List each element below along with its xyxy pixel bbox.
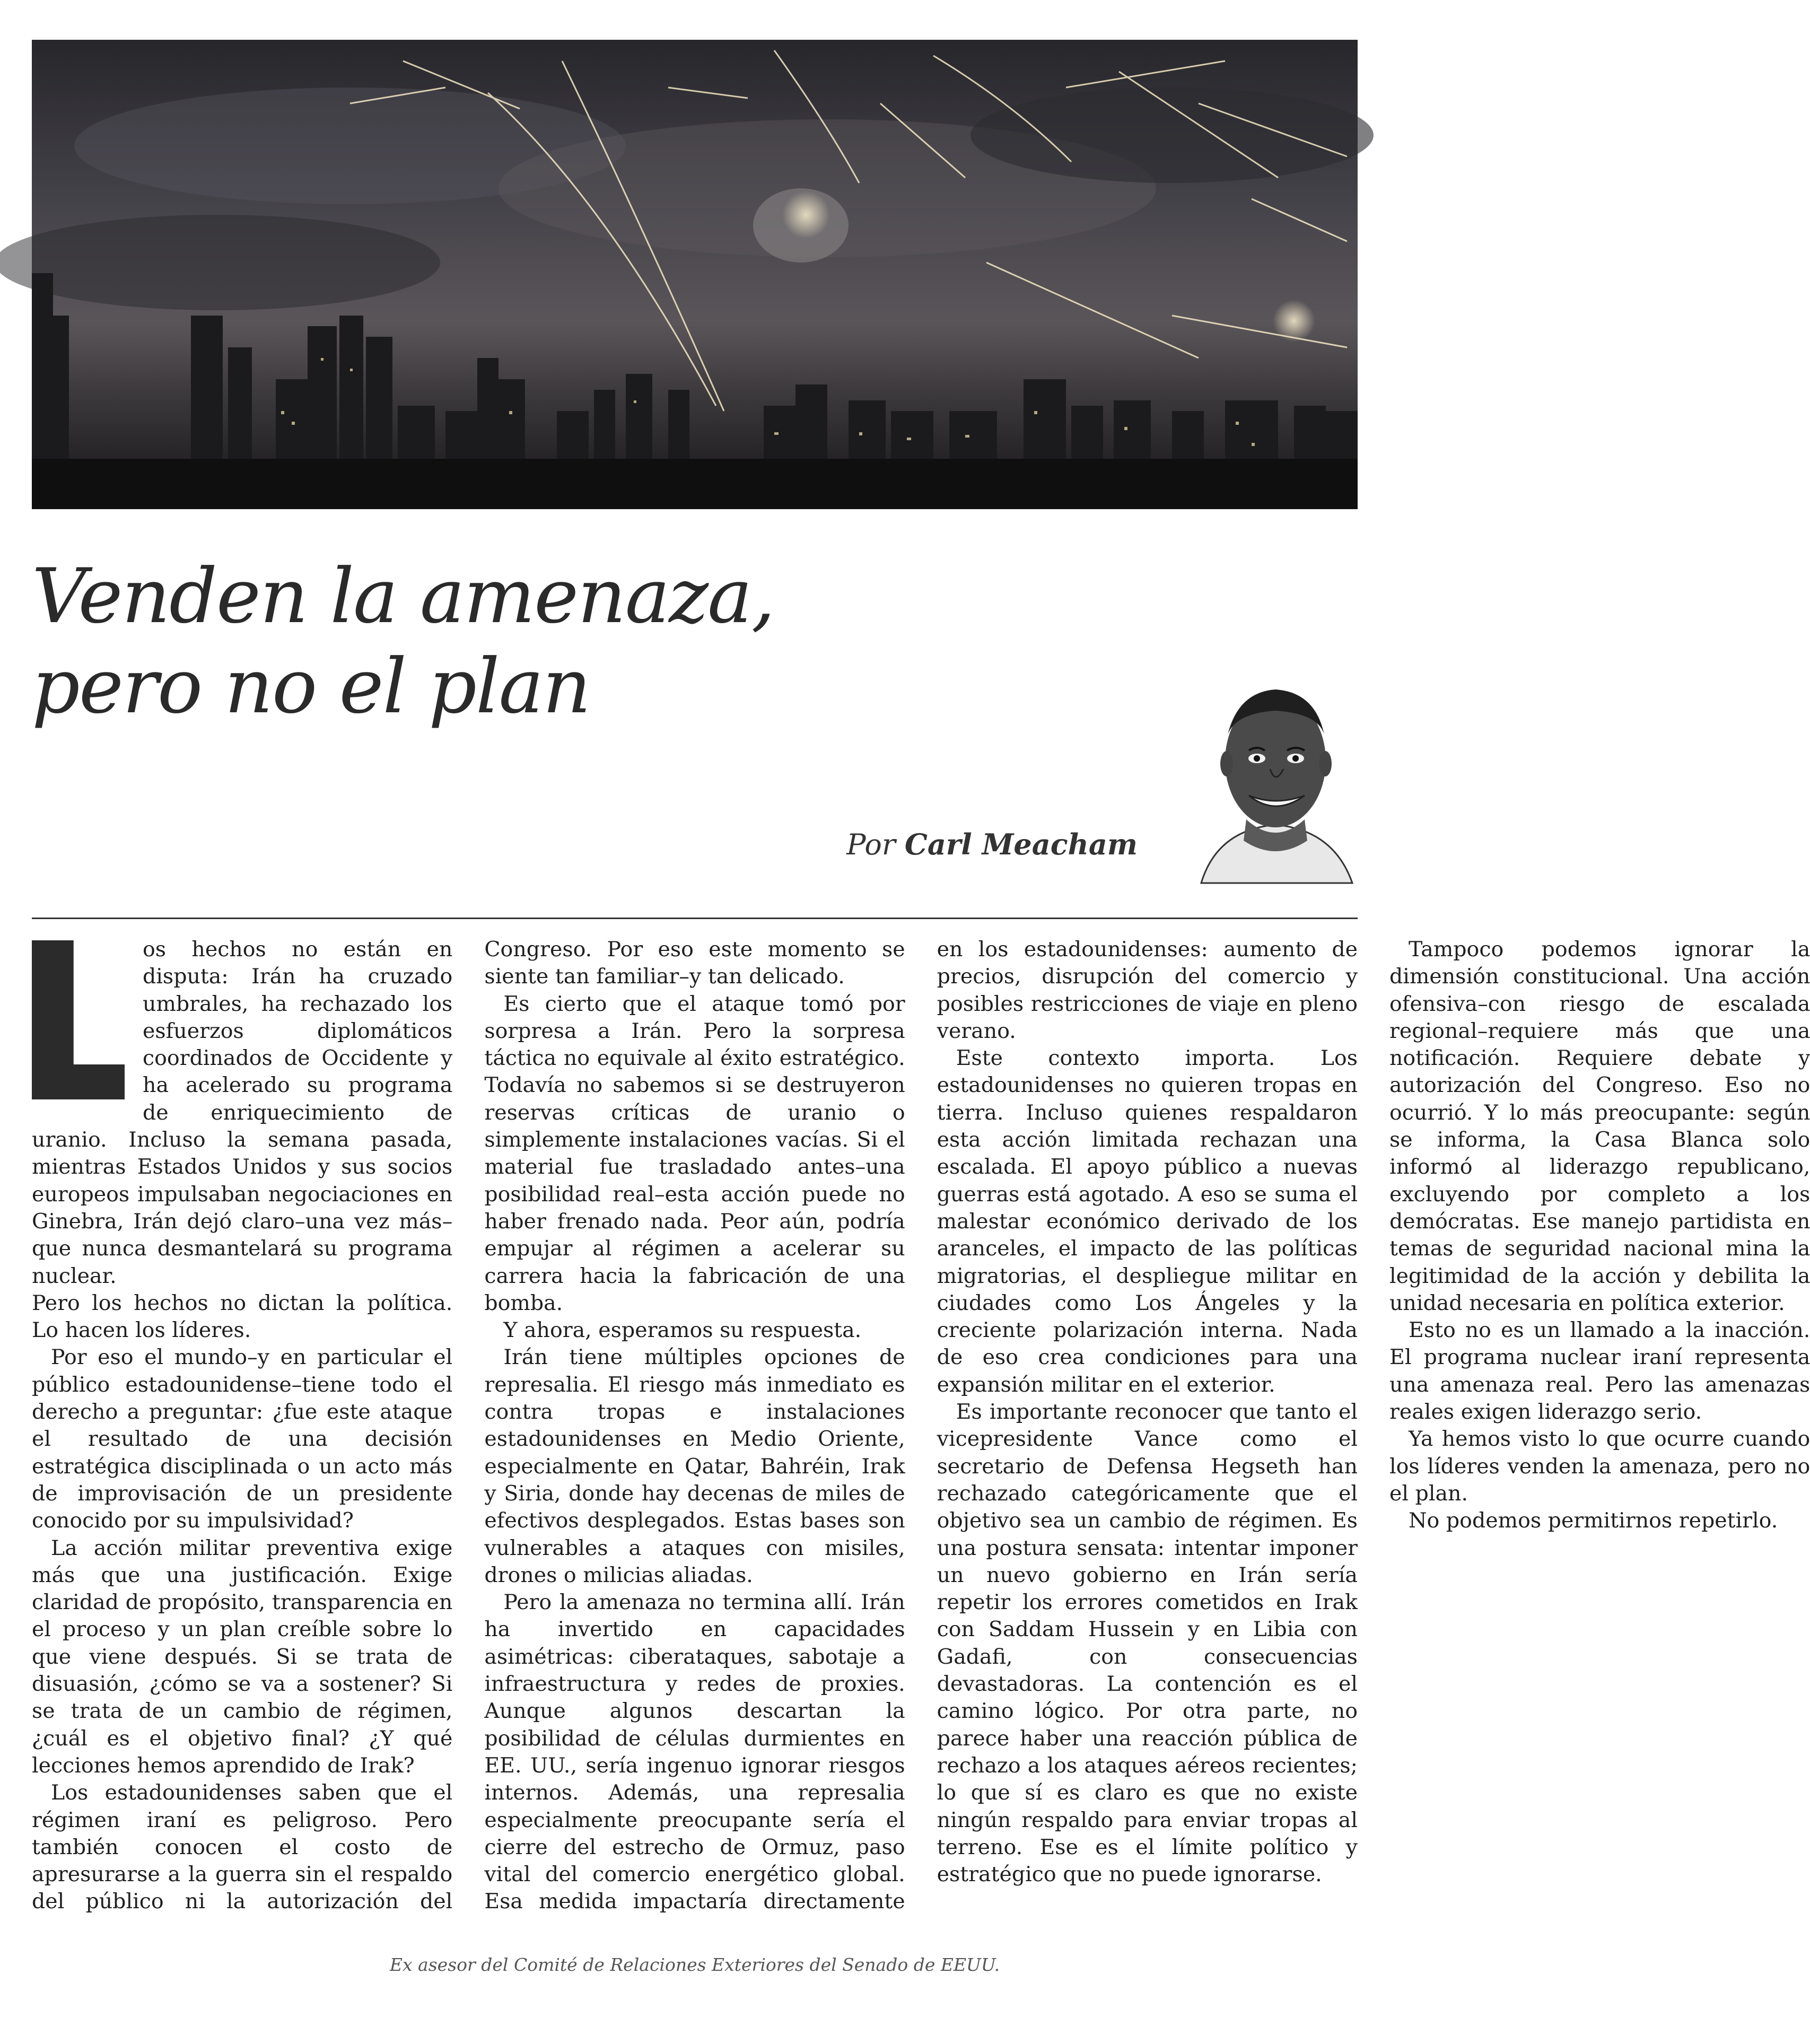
headline	[32, 552, 1039, 732]
author-footnote: Ex asesor del Comité de Relaciones Exteriores del Senado de EEUU.	[389, 1954, 1000, 1975]
author-portrait	[1196, 671, 1355, 883]
article-paragraph: Es importante reconocer que tanto el vicepresidente Vance como el secretario de Defensa Hegseth han rechazado categóricamente que el objetivo sea un cambio de régimen. Es una postura sensata: intentar imponer un nuevo gobierno en Irán sería repetir los errores cometidos en Irak con Saddam Hussein y en Libia con Gadafi, con consecuencias devastadoras. La contención es el camino lógico. Por otra parte, no parece haber una reacción pública de rechazo a los ataques aéreos recientes; lo que sí es claro es que no existe ningún respaldo para enviar tropas al terreno. Ese es el límite político y estratégico que no puede ignorarse.	[937, 1400, 1358, 1887]
byline-prefix: Por	[846, 828, 896, 861]
article-paragraph: Pero los hechos no dictan la política. Lo hacen los líderes.	[32, 1290, 453, 1343]
header-divider	[32, 918, 1358, 919]
article-paragraph: Ya hemos visto lo que ocurre cuando los líderes venden la amenaza, pero no el plan.	[1389, 1427, 1810, 1506]
paragraph-text: os hechos no están en disputa: Irán ha cruzado umbrales, ha rechazado los esfuerzos diplomáticos coordinados de Occidente y ha acelerado su programa de enriquecimiento de uranio. Incluso la semana pasada, mientras Estados Unidos y sus socios europeos impulsaban negociaciones en Ginebra, Irán dejó claro–una vez más–que nunca desmantelará su programa nuclear.	[32, 937, 453, 1288]
article-paragraph: Esto no es un llamado a la inacción. El programa nuclear iraní representa una amenaza real. Pero las amenazas reales exigen liderazgo serio.	[1389, 1318, 1810, 1425]
article-paragraph: Es cierto que el ataque tomó por sorpresa a Irán. Pero la sorpresa táctica no equivale al éxito estratégico. Todavía no sabemos si se destruyeron reservas críticas de uranio o simplemente instalaciones vacías. Si el material fue trasladado antes–una posibilidad real–esta acción puede no haber frenado nada. Peor aún, podría empujar al régimen a acelerar su carrera hacia la fabricación de una bomba.	[484, 991, 905, 1315]
article-paragraph: Los estadounidenses saben que el régimen iraní es peligroso. Pero también conocen el costo de apresurarse a la guerra sin el respaldo del público ni la autorización del Congreso. Por eso este momento se siente tan familiar–y tan delicado.	[32, 937, 905, 1914]
drop-cap	[32, 940, 125, 1099]
article-body	[32, 936, 1810, 1936]
article-paragraph: Por eso el mundo–y en particular el público estadounidense–tiene todo el derecho a preguntar: ¿fue este ataque el resultado de una decisión estratégica disciplinada o un acto más de improvisación de un presidente conocido por su impulsividad?	[32, 1345, 453, 1533]
author-portrait-illustration	[1196, 671, 1355, 883]
article-paragraph	[32, 936, 452, 1290]
article-paragraph: No podemos permitirnos repetirlo.	[1408, 1508, 1778, 1533]
article-paragraph: Y ahora, esperamos su respuesta.	[503, 1318, 862, 1343]
skyline-night-illustration	[32, 40, 1358, 509]
article-paragraph: Irán tiene múltiples opciones de represalia. El riesgo más inmediato es contra tropas e instalaciones estadounidenses en Medio Oriente, especialmente en Qatar, Bahréin, Irak y Siria, donde hay decenas de miles de efectivos desplegados. Estas bases son vulnerables a ataques con misiles, drones o milicias aliadas.	[484, 1345, 905, 1587]
article-paragraph: Este contexto importa. Los estadounidenses no quieren tropas en tierra. Incluso quienes respaldaron esta acción limitada rechazan una escalada. El apoyo público a nuevas guerras está agotado. A eso se suma el malestar económico derivado de los aranceles, el impacto de las políticas migratorias, el despliegue militar en ciudades como Los Ángeles y la creciente polarización interna. Nada de eso crea condiciones para una expansión militar en el exterior.	[937, 1046, 1358, 1397]
article-paragraph: Tampoco podemos ignorar la dimensión constitucional. Una acción ofensiva–con riesgo de escalada regional–requiere más que una notificación. Requiere debate y autorización del Congreso. Eso no ocurrió. Y lo más preocupante: según se informa, la Casa Blanca solo informó al liderazgo republicano, excluyendo por completo a los demócratas. Ese manejo partidista en temas de seguridad nacional mina la legitimidad de la acción y debilita la unidad necesaria en política exterior.	[1389, 937, 1810, 1315]
byline-author: Carl Meacham	[904, 827, 1138, 861]
headline-line-2: pero no el plan	[32, 643, 590, 730]
lead-photo	[32, 40, 1358, 509]
article-paragraph: Pero la amenaza no termina allí. Irán ha invertido en capacidades asimétricas: ciberataques, sabotaje a infraestructura y redes de proxies. Aunque algunos descartan la posibilidad de células durmientes en EE. UU., sería ingenuo ignorar riesgos internos. Además, una represalia especialmente preocupante sería el cierre del estrecho de Ormuz, paso vital del comercio energético global. Esa medida impactaría directamente en los estadounidenses: aumento de precios, disrupción del comercio y posibles restricciones de viaje en pleno verano.	[484, 937, 1358, 1914]
headline-line-1: Venden la amenaza,	[32, 553, 774, 640]
byline	[795, 827, 1138, 861]
article-paragraph: La acción militar preventiva exige más que una justificación. Exige claridad de propósito, transparencia en el proceso y un plan creíble sobre lo que viene después. Si se trata de disuasión, ¿cómo se va a sostener? Si se trata de un cambio de régimen, ¿cuál es el objetivo final? ¿Y qué lecciones hemos aprendido de Irak?	[32, 1535, 453, 1778]
